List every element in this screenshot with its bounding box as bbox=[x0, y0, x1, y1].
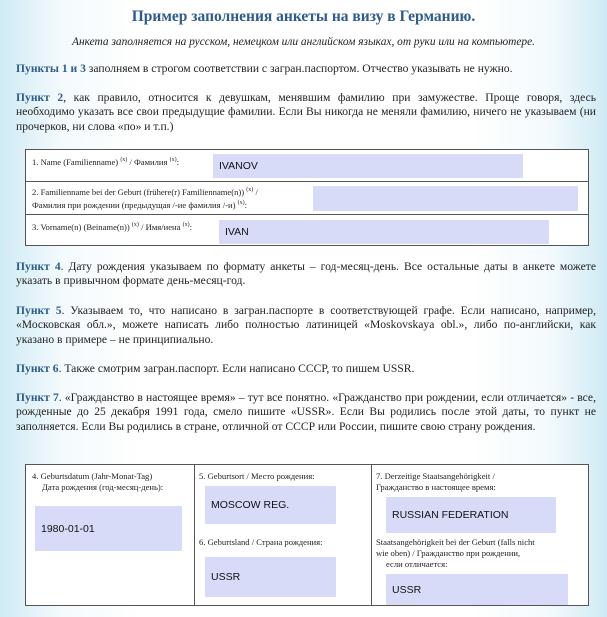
paragraph-text: заполняем в строгом соответствии с загран.паспортом. Отчество указывать не нужно. bbox=[85, 62, 513, 75]
field-label-birth-place: 5. Geburtsort / Место рождения: bbox=[199, 471, 315, 481]
citizenship-at-birth-field[interactable]: USSR bbox=[386, 574, 568, 605]
form-row-birth-name bbox=[26, 181, 588, 215]
birth-place-field[interactable]: MOSCOW REG. bbox=[205, 486, 336, 524]
column-divider bbox=[194, 465, 195, 605]
form-excerpt-birth bbox=[25, 464, 589, 606]
birth-name-field[interactable] bbox=[313, 186, 578, 211]
citizenship-field[interactable]: RUSSIAN FEDERATION bbox=[386, 497, 556, 533]
name-field[interactable]: IVANOV bbox=[213, 154, 523, 178]
first-name-field[interactable]: IVAN bbox=[219, 220, 549, 244]
paragraph-lead: Пункт 6 bbox=[16, 362, 59, 375]
field-label-name: 1. Name (Familienname) $^{(x)}$ / Фамилия $^{(x)}$: bbox=[32, 156, 180, 167]
field-label-first-name: 3. Vorname(n) (Beiname(n)) $^{(x)}$ / Имя/иена $^{(x)}$: bbox=[32, 221, 192, 232]
field-label-citizenship: 7. Derzeitige Staatsangehörigkeit / Гражданство в настоящее время: bbox=[376, 471, 496, 492]
paragraph-items-1-3 bbox=[16, 62, 596, 76]
field-label-birth-name: 2. Familienname bei der Geburt (frühere(r) Familienname(n)) $^{(x)}$ / Фамилия при рождении (предыдущая /-ие фамилия /-и) $^{(x)}$: bbox=[32, 186, 258, 210]
paragraph-item-7 bbox=[16, 391, 596, 434]
birth-date-field[interactable]: 1980-01-01 bbox=[35, 506, 182, 551]
page-title: Пример заполнения анкеты на визу в Германию. bbox=[131, 8, 476, 25]
paragraph-item-2 bbox=[16, 91, 596, 134]
paragraph-text: . «Гражданство в настоящее время» – тут все понятно. «Гражданство при рождении, если отличается» - все, рожденные до 25 декабря 1991 года, смело пишите «USSR». Если Вы родились после этой даты, то пункт не заполняется. Если Вы родились в стране, отличной от СССР или России, пишите свою страну рождения. bbox=[16, 391, 596, 433]
paragraph-lead: Пункт 7 bbox=[16, 391, 59, 404]
field-label-birth-country: 6. Geburtsland / Страна рождения: bbox=[199, 537, 323, 547]
paragraph-lead: Пункты 1 и 3 bbox=[16, 62, 86, 75]
birth-country-field[interactable]: USSR bbox=[205, 557, 336, 597]
form-row-name bbox=[26, 150, 588, 181]
paragraph-lead: Пункт 2 bbox=[16, 91, 64, 104]
field-label-birth-date: 4. Geburtsdatum (Jahr-Monat-Tag) Дата рождения (год-месяц-день): bbox=[32, 471, 164, 492]
paragraph-text: , как правило, относится к девушкам, менявшим фамилию при замужестве. Проще говоря, здесь необходимо указать все свои предыдущие фамилии. Если Вы никогда не меняли фамилию, ничего не указываем (ни прочерков, ни слова «по» и т.п.) bbox=[16, 91, 596, 133]
paragraph-item-5 bbox=[16, 304, 596, 347]
paragraph-item-4 bbox=[16, 260, 596, 289]
paragraph-text: . Указываем то, что написано в загран.паспорте в соответствующей графе. Если написано, например, «Московская обл.», можете написать либо полностью латиницей «Moskovskaya obl.», либо по-английски, как указано в примере – не принципиально. bbox=[16, 304, 596, 346]
page-subtitle: Анкета заполняется на русском, немецком или английском языках, от руки или на компьютере. bbox=[71, 36, 536, 48]
paragraph-text: . Также смотрим загран.паспорт. Если написано СССР, то пишем USSR. bbox=[58, 362, 415, 375]
form-row-first-name bbox=[26, 214, 588, 246]
field-label-citizenship-at-birth: Staatsangehörigkeit bei der Geburt (falls nicht wie oben) / Гражданство при рождении, если отличается: bbox=[376, 537, 535, 569]
form-excerpt-names bbox=[25, 149, 589, 246]
paragraph-item-6 bbox=[16, 362, 596, 376]
paragraph-lead: Пункт 5 bbox=[16, 304, 62, 317]
column-divider bbox=[371, 465, 372, 605]
paragraph-text: . Дату рождения указываем по формату анкеты – год-месяц-день. Все остальные даты в анкете можете указать в привычном формате день-месяц-год. bbox=[16, 260, 596, 288]
paragraph-lead: Пункт 4 bbox=[16, 260, 61, 273]
